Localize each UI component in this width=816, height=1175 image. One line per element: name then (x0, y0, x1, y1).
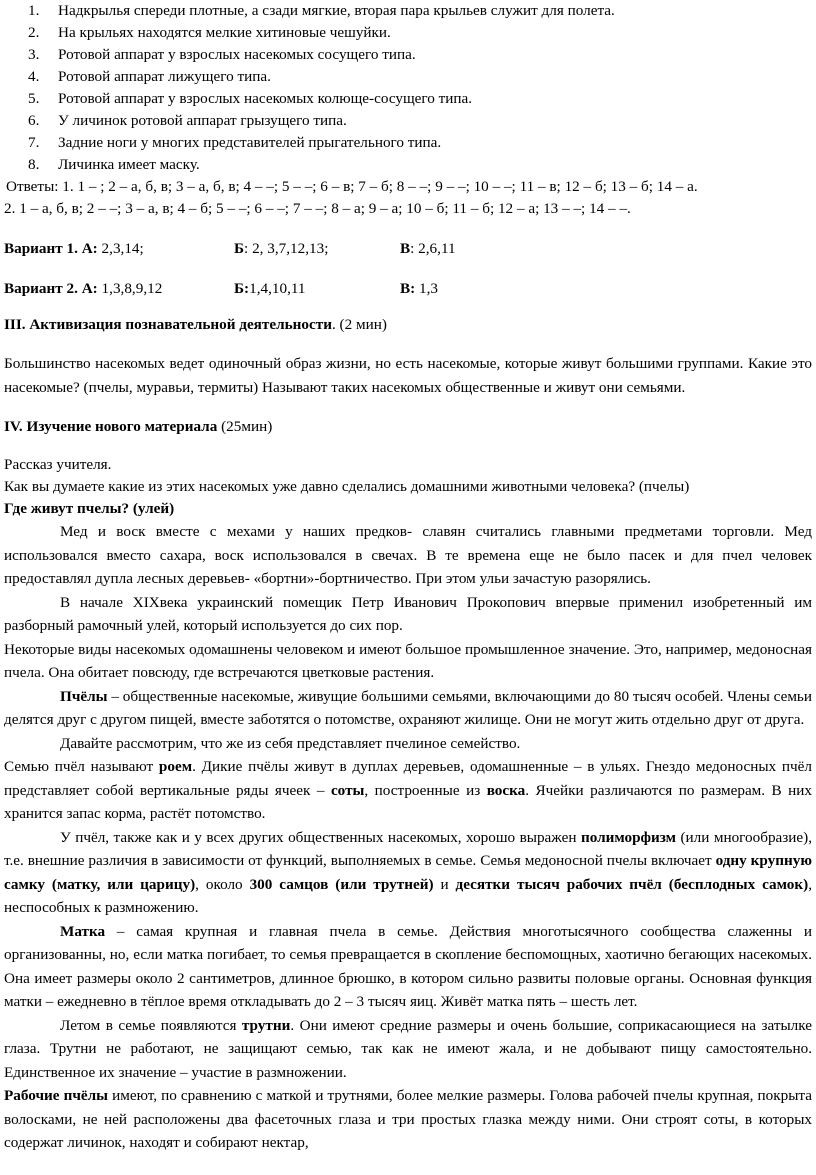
section-3-text: Большинство насекомых ведет одиночный образ жизни, но есть насекомые, которые живут большими группами. Какие это насекомые? (пчелы, муравьи, термиты) Называют таких насекомых общественные и живут они семьями. (4, 355, 812, 396)
list-item: 5. Ротовой аппарат у взрослых насекомых колюще-сосущего типа. (28, 90, 473, 107)
answers-line-2: 2. 1 – а, б, в; 2 – –; 3 – а, в; 4 – б; 5 – –; 6 – –; 7 – –; 8 – а; 9 – а; 10 – б; 11 – б; 12 – а; 13 – –; 14 – –. (4, 200, 631, 217)
list-item: 4. Ротовой аппарат лижущего типа. (28, 68, 271, 85)
statement-list (2, 0, 814, 176)
list-item: 7. Задние ноги у многих представителей прыгательного типа. (28, 134, 442, 151)
paragraph-drones: Летом в семье появляются трутни. Они имеют средние размеры и очень большие, соприкасающиеся на затылке глаза. Трутни не работают, не защищают семью, так как не имеют жала, и не добывают пищу самостоятельно. Единственное их значение – участие в размножении. (4, 1016, 812, 1081)
where-heading: Где живут пчелы? (улей) (4, 500, 175, 517)
list-item: 6. У личинок ротовой аппарат грызущего типа. (28, 112, 347, 129)
answers-line-1: Ответы: 1. 1 – ; 2 – а, б, в; 3 – а, б, в; 4 – –; 5 – –; 6 – в; 7 – б; 8 – –; 9 – –; 10 – –; 11 – в; 12 – б; 13 – б; 14 – а. (6, 178, 698, 195)
list-item: 3. Ротовой аппарат у взрослых насекомых сосущего типа. (28, 46, 416, 63)
paragraph-prokopovich: В начале XIXвека украинский помещик Петр Иванович Прокопович впервые применил изобретенный им разборный рамочный улей, который используется до сих пор. (4, 593, 812, 634)
list-item: 1. Надкрылья спереди плотные, а сзади мягкие, вторая пара крыльев служит для полета. (28, 2, 615, 19)
section-4-heading: IV. Изучение нового материала (25мин) (4, 418, 273, 435)
question: Как вы думаете какие из этих насекомых уже давно сделались домашними животными человека? (пчелы) (4, 478, 690, 495)
paragraph-swarm: Семью пчёл называют роем. Дикие пчёлы живут в дуплах деревьев, одомашненные – в ульях. Гнездо медоносных пчёл представляет собой вертикальные ряды ячеек – соты, построенные из воска. Ячейки различаются по размерам. В них хранится запас корма, растёт потомство. (4, 758, 812, 822)
paragraph-honey: Мед и воск вместе с мехами у наших предков- славян считались главными предметами торговли. Мед использовался вместо сахара, воск использовался в свечах. В те времена еще не было пасек и для пчел человек предоставлял дупла лесных деревьев- «бортни»-бортничество. При этом ульи зачастую разорялись. (4, 523, 812, 587)
variant-2: Вариант 2. А: 1,3,8,9,12 Б:1,4,10,11 В: 1,3 (4, 280, 438, 297)
paragraph-bees: Пчёлы – общественные насекомые, живущие большими семьями, включающими до 80 тысяч особей. Члены семьи делятся друг с другом пищей, вместе заботятся о потомстве, охраняют жилище. Они не могут жить отдельно друг от друга. (4, 687, 812, 728)
paragraph-queen: Матка – самая крупная и главная пчела в семье. Действия многотысячного сообщества слаженны и организованны, но, если матка погибает, то семья превращается в скопление беспомощных, хаотично бегающих насекомых. Она имеет размеры около 2 сантиметров, длинное брюшко, в котором сильно развиты половые органы. Основная функция матки – ежедневно в тёплое время откладывать до 2 – 3 тысяч яиц. Живёт матка пять – шесть лет. (4, 922, 812, 1010)
paragraph-polymorphism: У пчёл, также как и у всех других общественных насекомых, хорошо выражен полиморфизм (или многообразие), т.е. внешние различия в зависимости от функций, выполняемых в семье. Семья медоносной пчелы включает одну крупную самку (матку, или царицу), около 300 самцов (или трутней) и десятки тысяч рабочих пчёл (бесплодных самок), неспособных к размножению. (4, 828, 812, 916)
paragraph-look: Давайте рассмотрим, что же из себя представляет пчелиное семейство. (60, 734, 521, 752)
paragraph-workers: Рабочие пчёлы имеют, по сравнению с маткой и трутнями, более мелкие размеры. Голова рабочей пчелы крупная, покрыта волосками, не ней расположены два фасеточных глаза и три простых глазка между ними. Они строят соты, в которых содержат личинок, находят и собирают нектар, (4, 1087, 812, 1151)
list-item: 8. Личинка имеет маску. (28, 156, 200, 173)
section-3-heading: III. Активизация познавательной деятельности. (2 мин) (4, 316, 387, 333)
list-item: 2. На крыльях находятся мелкие хитиновые чешуйки. (28, 24, 391, 41)
variant-1: Вариант 1. А: 2,3,14; Б: 2, 3,7,12,13; В: 2,6,11 (4, 240, 456, 257)
story-label: Рассказ учителя. (4, 456, 112, 473)
paragraph-domestic: Некоторые виды насекомых одомашнены человеком и имеют большое промышленное значение. Это, например, медоносная пчела. Она обитает повсюду, где встречаются цветковые растения. (4, 640, 812, 681)
